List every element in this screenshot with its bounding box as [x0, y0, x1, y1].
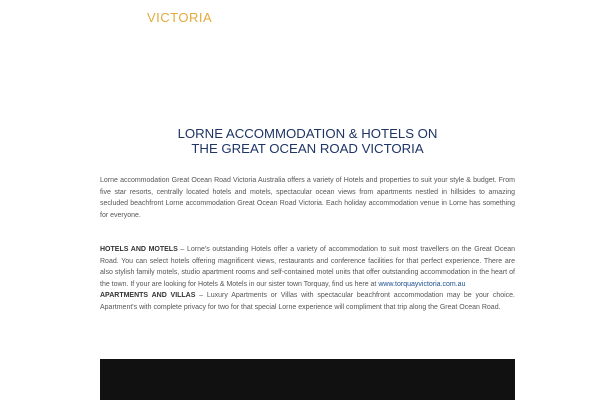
- accommodation-details-paragraph: [100, 244, 515, 314]
- torquay-link[interactable]: www.torquayvictoria.com.au: [378, 280, 466, 288]
- apartments-text: – Luxury Apartments or Villas with spectacular beachfront accommodation may be your choice. Apartment's with complete privacy for two for that special Lorne experience will compliment that trip along the Great Ocean Road.: [100, 292, 516, 311]
- hotels-text: – Lorne's outstanding Hotels offer a variety of accommodation to suit most travellers on the Great Ocean Road. You can select hotels offering magnificent views, restaurants and conference facilities for that perfect experience. There are also stylish family motels, studio apartment rooms and self-contained motel units that offer outstanding accommodation in the heart of the town. If your are looking for Hotels & Motels in our sister town Torquay, find us here at: [100, 246, 515, 288]
- dark-media-block: [100, 359, 515, 400]
- hotels-heading: HOTELS AND MOTELS: [100, 246, 178, 253]
- page-title: [100, 126, 515, 156]
- apartments-heading: APARTMENTS AND VILLAS: [100, 292, 196, 300]
- page-title-line-1: LORNE ACCOMMODATION & HOTELS ON: [177, 126, 438, 141]
- page-title-line-2: THE GREAT OCEAN ROAD VICTORIA: [191, 141, 424, 156]
- intro-paragraph: Lorne accommodation Great Ocean Road Victoria Australia offers a variety of Hotels and properties to suit your style & budget. From five star resorts, centrally located hotels and motels, spectacular ocean views from apartments nestled in hillsides to amazing secluded beachfront Lorne accommodation Great Ocean Road Victoria. Each holiday accommodation venue in Lorne has something for everyone.: [100, 177, 515, 219]
- site-logo[interactable]: VICTORIA: [147, 10, 213, 25]
